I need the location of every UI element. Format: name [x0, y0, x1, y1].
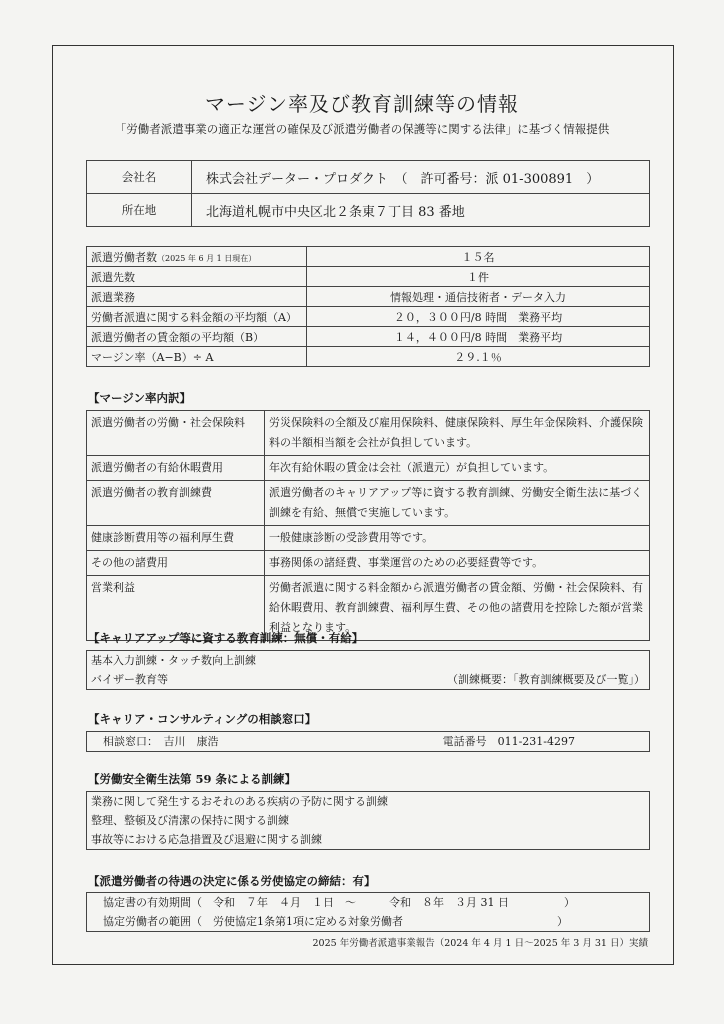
wage-value: １４，４００円/8 時間 業務平均 — [307, 327, 650, 347]
fee-value: ２０，３００円/8 時間 業務平均 — [307, 307, 650, 327]
consult-phone: 電話番号 011-231-4297 — [442, 735, 575, 748]
fee-label: 労働者派遣に関する料金額の平均額（A） — [87, 307, 307, 327]
career-note: （訓練概要：「教育訓練概要及び一覧」） — [447, 673, 645, 686]
address-label: 所在地 — [87, 194, 192, 227]
breakdown-label: 派遣労働者の有給休暇費用 — [87, 456, 265, 481]
agreement-period: 協定書の有効期間（ 令和 ７年 ４月 １日 〜 令和 ８年 ３月 31 日 ） — [103, 896, 575, 909]
breakdown-label: 派遣労働者の教育訓練費 — [87, 481, 265, 526]
breakdown-label: 営業利益 — [87, 576, 265, 641]
margin-rate-value: ２９.１％ — [307, 347, 650, 367]
agreement-box — [86, 892, 650, 932]
agreement-heading: 【派遣労働者の待遇の決定に係る労使協定の締結：有】 — [88, 874, 376, 888]
consult-heading: 【キャリア・コンサルティングの相談窓口】 — [88, 712, 317, 726]
report-footer: 2025 年労働者派遣事業報告（2024 年 4 月 1 日〜2025 年 3 月 31 日）実績 — [312, 938, 648, 949]
breakdown-text: 年次有給休暇の賃金は会社（派遣元）が負担しています。 — [265, 456, 650, 481]
breakdown-text: 労働者派遣に関する料金額から派遣労働者の賃金額、労働・社会保険料、有給休暇費用、教育訓練費、福利厚生費、その他の諸費用を控除した額が営業利益となります。 — [265, 576, 650, 641]
page-subtitle: 「労働者派遣事業の適正な運営の確保及び派遣労働者の保護等に関する法律」に基づく情報提供 — [114, 122, 610, 136]
career-heading: 【キャリアアップ等に資する教育訓練：無償・有給】 — [88, 631, 364, 645]
workers-label: 派遣労働者数 — [91, 250, 157, 264]
safety-item: 事故等における応急措置及び退避に関する訓練 — [91, 833, 322, 846]
business-value: 情報処理・通信技術者・データ入力 — [307, 287, 650, 307]
career-line-1: 基本入力訓練・タッチ数向上訓練 — [91, 654, 256, 667]
consult-contact: 相談窓口： 吉川 康浩 — [103, 735, 219, 748]
safety-item: 整理、整頓及び清潔の保持に関する訓練 — [91, 814, 289, 827]
margin-breakdown-heading: 【マージン率内訳】 — [88, 391, 191, 405]
safety-heading: 【労働安全衛生法第 59 条による訓練】 — [88, 772, 297, 786]
workers-label-cell — [87, 247, 307, 267]
address-value: 北海道札幌市中央区北２条東７丁目 83 番地 — [192, 194, 650, 227]
consult-box — [86, 731, 650, 752]
workers-value: １５名 — [307, 247, 650, 267]
destinations-label: 派遣先数 — [87, 267, 307, 287]
company-name-value: 株式会社データー・プロダクト （ 許可番号：派 01-300891 ） — [192, 161, 650, 194]
breakdown-label: 派遣労働者の労働・社会保険料 — [87, 411, 265, 456]
workers-date: （2025 年 6 月 1 日現在） — [157, 253, 257, 263]
business-label: 派遣業務 — [87, 287, 307, 307]
breakdown-text: 派遣労働者のキャリアアップ等に資する教育訓練、労働安全衛生法に基づく訓練を有給、無償で実施しています。 — [265, 481, 650, 526]
destinations-value: １件 — [307, 267, 650, 287]
breakdown-text: 労災保険料の全額及び雇用保険料、健康保険料、厚生年金保険料、介護保険料の半額相当額を会社が負担しています。 — [265, 411, 650, 456]
margin-breakdown-table — [86, 410, 650, 641]
breakdown-text: 一般健康診断の受診費用等です。 — [265, 526, 650, 551]
breakdown-label: その他の諸費用 — [87, 551, 265, 576]
breakdown-text: 事務関係の諸経費、事業運営のための必要経費等です。 — [265, 551, 650, 576]
stats-table — [86, 246, 650, 367]
wage-label: 派遣労働者の賃金額の平均額（B） — [87, 327, 307, 347]
career-box — [86, 650, 650, 690]
company-name-label: 会社名 — [87, 161, 192, 194]
page-title: マージン率及び教育訓練等の情報 — [204, 92, 520, 116]
safety-item: 業務に関して発生するおそれのある疾病の予防に関する訓練 — [91, 795, 388, 808]
career-line-2: バイザー教育等 — [91, 673, 168, 686]
breakdown-label: 健康診断費用等の福利厚生費 — [87, 526, 265, 551]
margin-rate-label: マージン率（A−B）÷ A — [87, 347, 307, 367]
safety-box — [86, 791, 650, 850]
company-table — [86, 160, 650, 227]
agreement-scope: 協定労働者の範囲（ 労使協定1条第1項に定める対象労働者 ） — [103, 915, 568, 928]
